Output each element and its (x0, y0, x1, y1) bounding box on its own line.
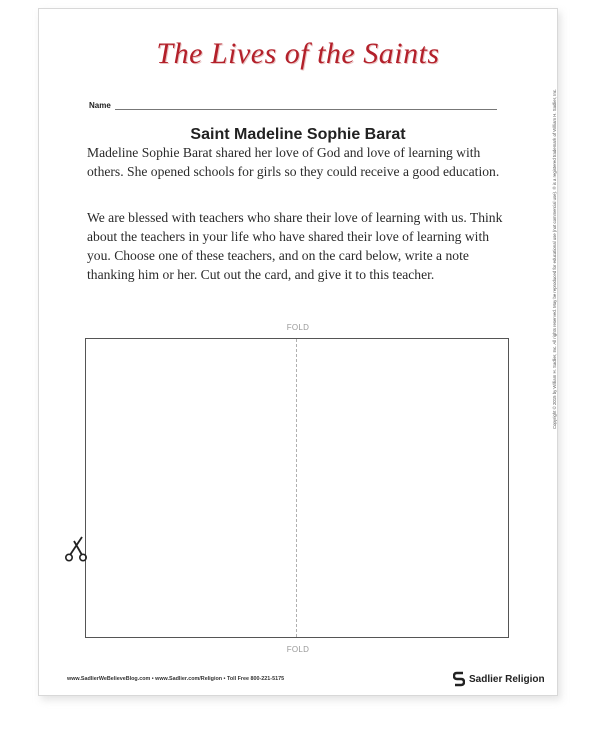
name-field (89, 96, 497, 110)
brand-name: Sadlier Religion (469, 673, 545, 685)
copyright-notice (552, 88, 562, 439)
instructions-paragraph: We are blessed with teachers who share their love of learning with us. Think about the teachers in your life who have shared their love of learning with you. Choose one of these teachers, and on the card below, write a note thanking him or her. Cut out the card, and give it to this teacher. (87, 210, 503, 282)
worksheet-title: The Lives of the Saints (156, 37, 440, 70)
fold-line (296, 339, 297, 637)
name-line (115, 101, 497, 110)
fold-label-bottom: FOLD (286, 645, 310, 654)
saint-heading: Saint Madeline Sophie Barat (190, 126, 406, 143)
copyright-text: Copyright © 2015 by William H. Sadlier, Inc. All rights reserved. May be reproduced for educational use (not commercial use). ® is a registered trademark of William H. Sadlier, Inc. (552, 88, 557, 429)
name-label: Name (89, 101, 111, 110)
sadlier-logo-icon (453, 671, 465, 687)
footer-links: www.SadlierWeBelieveBlog.com • www.Sadlier.com/Religion • Toll Free 800-221-5175 (67, 676, 285, 682)
fold-label-top: FOLD (286, 323, 310, 332)
brand (453, 671, 545, 687)
worksheet-page (38, 8, 558, 696)
scissors-icon (64, 535, 88, 563)
intro-paragraph: Madeline Sophie Barat shared her love of God and love of learning with others. She opened schools for girls so they could receive a good education. (87, 145, 500, 179)
thank-you-card (85, 338, 509, 638)
